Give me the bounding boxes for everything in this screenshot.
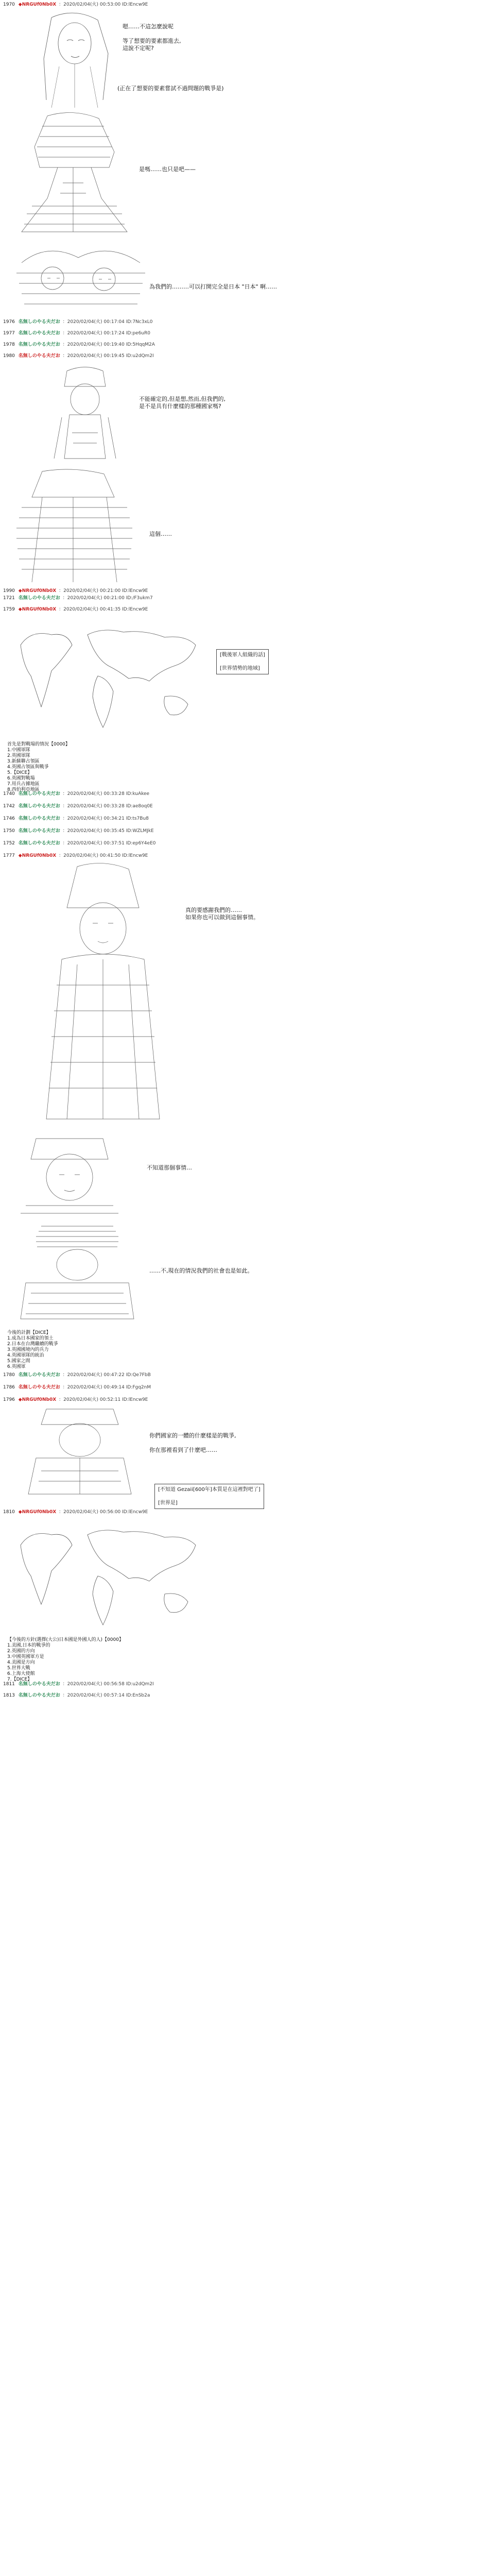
poster-name[interactable]: 名無しのやる夫だお xyxy=(18,816,60,821)
post-header xyxy=(3,319,153,325)
post-meta: ：2020/02/04(火) 00:56:58 ID:u2dQm2I xyxy=(62,1682,154,1687)
post-header xyxy=(3,853,148,859)
dialogue-text: 不能確定的,但是想,然而,但我們的, 是不是具有什麼樣的那種國家嗎? xyxy=(139,396,226,410)
poster-name[interactable]: 名無しのやる夫だお xyxy=(18,841,60,846)
poster-name[interactable]: 名無しのやる夫だお xyxy=(18,342,60,347)
post-number[interactable]: 1977 xyxy=(3,331,15,336)
post-header xyxy=(3,607,148,613)
post-header xyxy=(3,828,154,834)
post-number[interactable]: 1810 xyxy=(3,1510,15,1515)
poster-name[interactable]: 名無しのやる夫だお xyxy=(18,319,60,325)
dialogue-text: (正在了想要的要素嘗試不過問題的戰爭是) xyxy=(117,85,224,92)
post-meta: ：2020/02/04(火) 00:37:51 ID:ep6Y4eE0 xyxy=(62,841,156,846)
world-map xyxy=(10,1517,206,1635)
post-number[interactable]: 1990 xyxy=(3,588,15,594)
vote-list: 首先是對戰場的情況【0000】 1.中國軍隊 2.英國軍隊 3.新蘇聯占領區 4.英國占領區與戰爭 5.【DICE】 6.英國對戰場 7.用兵占據地區 8.西伯利亞地區 xyxy=(7,742,70,792)
ascii-art-officer xyxy=(10,1221,144,1324)
poster-name[interactable]: ◆NRGUf0Nb0X xyxy=(18,588,57,594)
post-number[interactable]: 1786 xyxy=(3,1385,15,1390)
ascii-art-group xyxy=(11,242,150,317)
poster-name[interactable]: 名無しのやる夫だお xyxy=(18,353,60,359)
poster-name[interactable]: 名無しのやる夫だお xyxy=(18,791,60,796)
poster-name[interactable]: ◆NRGUf0Nb0X xyxy=(18,1510,57,1515)
ascii-art-uniformed xyxy=(15,1404,144,1497)
poster-name[interactable]: 名無しのやる夫だお xyxy=(18,828,60,834)
post-header xyxy=(3,841,155,846)
post-meta: ：2020/02/04(火) 00:17:24 ID:pe6uR0 xyxy=(62,331,150,336)
poster-name[interactable]: ◆NRGUf0Nb0X xyxy=(18,1397,57,1402)
post-header xyxy=(3,1385,151,1391)
vote-list: 今後的計劃【DICE】 1.成為日本國家的領土 2.日本在台灣繼續的戰爭 3.英國國境內的兵力 4.英國軍隊的統治 5.國家之間 6.英國軍 xyxy=(7,1330,58,1369)
post-number[interactable]: 1780 xyxy=(3,1372,15,1378)
post-meta: ：2020/02/04(火) 00:19:40 ID:5HqqM2A xyxy=(62,342,155,347)
post-header xyxy=(3,342,155,348)
post-number[interactable]: 1980 xyxy=(3,353,15,359)
post-meta: ：2020/02/04(火) 00:41:35 ID:lEncw9E xyxy=(59,607,148,612)
post-number[interactable]: 1777 xyxy=(3,853,15,858)
post-meta: ：2020/02/04(火) 00:49:14 ID:Fgq2nM xyxy=(62,1385,151,1390)
post-meta: ：2020/02/04(火) 00:33:28 ID:ae8oq0E xyxy=(62,804,153,809)
post-number[interactable]: 1740 xyxy=(3,791,15,796)
dialogue-text: 不知道那個事情… xyxy=(147,1164,192,1171)
post-number[interactable]: 1752 xyxy=(3,841,15,846)
ascii-art-girl xyxy=(31,7,118,110)
post-header xyxy=(3,1693,150,1699)
caption-box: [不知道 Gezaii[600年]本質是在這裡對吧了] [世界是] xyxy=(154,1484,264,1509)
caption-box: [戰後軍人組織的話] [世界情勢的地域] xyxy=(216,649,269,674)
post-meta: ：2020/02/04(火) 00:34:21 ID:ts7Bu8 xyxy=(62,816,149,821)
post-number[interactable]: 1721 xyxy=(3,596,15,601)
post-number[interactable]: 1811 xyxy=(3,1682,15,1687)
post-meta: ：2020/02/04(火) 00:53:00 ID:lEncw9E xyxy=(59,2,148,7)
post-number[interactable]: 1976 xyxy=(3,319,15,325)
dialogue-text: 真的要感謝我們的…… 如果你也可以做到這個事情。 xyxy=(185,907,259,921)
post-meta: ：2020/02/04(火) 00:47:22 ID:Qe7FbB xyxy=(62,1372,151,1378)
ascii-art-portrait xyxy=(15,1128,124,1216)
post-meta: ：2020/02/04(火) 00:19:45 ID:u2dQm2I xyxy=(62,353,154,359)
poster-name[interactable]: 名無しのやる夫だお xyxy=(18,804,60,809)
dialogue-text: 這個…… xyxy=(149,531,172,537)
dialogue-text: 為我們的………可以打開完全是日本 "日本" 啊…… xyxy=(149,283,277,290)
post-number[interactable]: 1742 xyxy=(3,804,15,809)
dialogue-text: 是嗎……也只是吧—— xyxy=(139,166,196,173)
post-header xyxy=(3,791,149,797)
ascii-art-crowd xyxy=(11,466,137,585)
post-meta: ：2020/02/04(火) 00:17:04 ID:7Nc3xL0 xyxy=(62,319,153,325)
post-header xyxy=(3,596,153,601)
poster-name[interactable]: ◆NRGUf0Nb0X xyxy=(18,607,57,612)
post-meta: ：2020/02/04(火) 00:33:28 ID:kuAkee xyxy=(62,791,150,796)
post-header xyxy=(3,353,154,359)
post-meta: ：2020/02/04(火) 00:41:50 ID:lEncw9E xyxy=(59,853,148,858)
post-header xyxy=(3,1682,154,1687)
poster-name[interactable]: 名無しのやる夫だお xyxy=(18,1372,60,1378)
post-header xyxy=(3,1372,151,1378)
post-header xyxy=(3,588,148,594)
post-number[interactable]: 1970 xyxy=(3,2,15,7)
post-number[interactable]: 1796 xyxy=(3,1397,15,1402)
poster-name[interactable]: 名無しのやる夫だお xyxy=(18,1385,60,1390)
post-meta: ：2020/02/04(火) 00:21:00 ID:/F3ukm7 xyxy=(62,596,153,601)
dialogue-text: 你們國家的一體的什麼樣是的戰爭, 你在那裡看到了什麼吧…… xyxy=(149,1432,236,1453)
post-meta: ：2020/02/04(火) 00:35:45 ID:WZLMJkE xyxy=(62,828,154,834)
post-header xyxy=(3,1510,148,1515)
poster-name[interactable]: 名無しのやる夫だお xyxy=(18,1682,60,1687)
post-header xyxy=(3,331,150,336)
poster-name[interactable]: ◆NRGUf0Nb0X xyxy=(18,2,57,7)
poster-name[interactable]: ◆NRGUf0Nb0X xyxy=(18,853,57,858)
vote-list: 【今後的方針(選擇(大公)日本國是外國人的人)【0000】 1.美國,日本的戰爭的 2.英國的方向 3.中國英國軍方是 4.美國是方向 5.世界大戰 6.上海大使館 7.【DICE】 xyxy=(7,1637,124,1682)
post-number[interactable]: 1813 xyxy=(3,1693,15,1698)
post-meta: ：2020/02/04(火) 00:52:11 ID:lEncw9E xyxy=(59,1397,148,1402)
post-meta: ：2020/02/04(火) 00:57:14 ID:EnSb2a xyxy=(62,1693,150,1698)
poster-name[interactable]: 名無しのやる夫だお xyxy=(18,1693,60,1698)
post-number[interactable]: 1750 xyxy=(3,828,15,834)
post-number[interactable]: 1759 xyxy=(3,607,15,612)
dialogue-text: 嗯……不這怎麼說呢 等了想要的要素都進去, 這說不定呢? xyxy=(123,23,181,52)
post-number[interactable]: 1978 xyxy=(3,342,15,347)
poster-name[interactable]: 名無しのやる夫だお xyxy=(18,596,60,601)
dialogue-text: ……不,現在的情況我們的社會也是如此。 xyxy=(149,1267,253,1274)
post-meta: ：2020/02/04(火) 00:21:00 ID:lEncw9E xyxy=(59,588,148,594)
world-map xyxy=(10,614,206,743)
post-header xyxy=(3,804,153,809)
ascii-art-armored-figure xyxy=(11,111,137,237)
post-number[interactable]: 1746 xyxy=(3,816,15,821)
ascii-art-large-figure xyxy=(31,861,175,1124)
post-header xyxy=(3,1397,148,1403)
ascii-art-soldier xyxy=(41,361,129,461)
post-meta: ：2020/02/04(火) 00:56:00 ID:lEncw9E xyxy=(59,1510,148,1515)
post-header xyxy=(3,816,149,822)
poster-name[interactable]: 名無しのやる夫だお xyxy=(18,331,60,336)
